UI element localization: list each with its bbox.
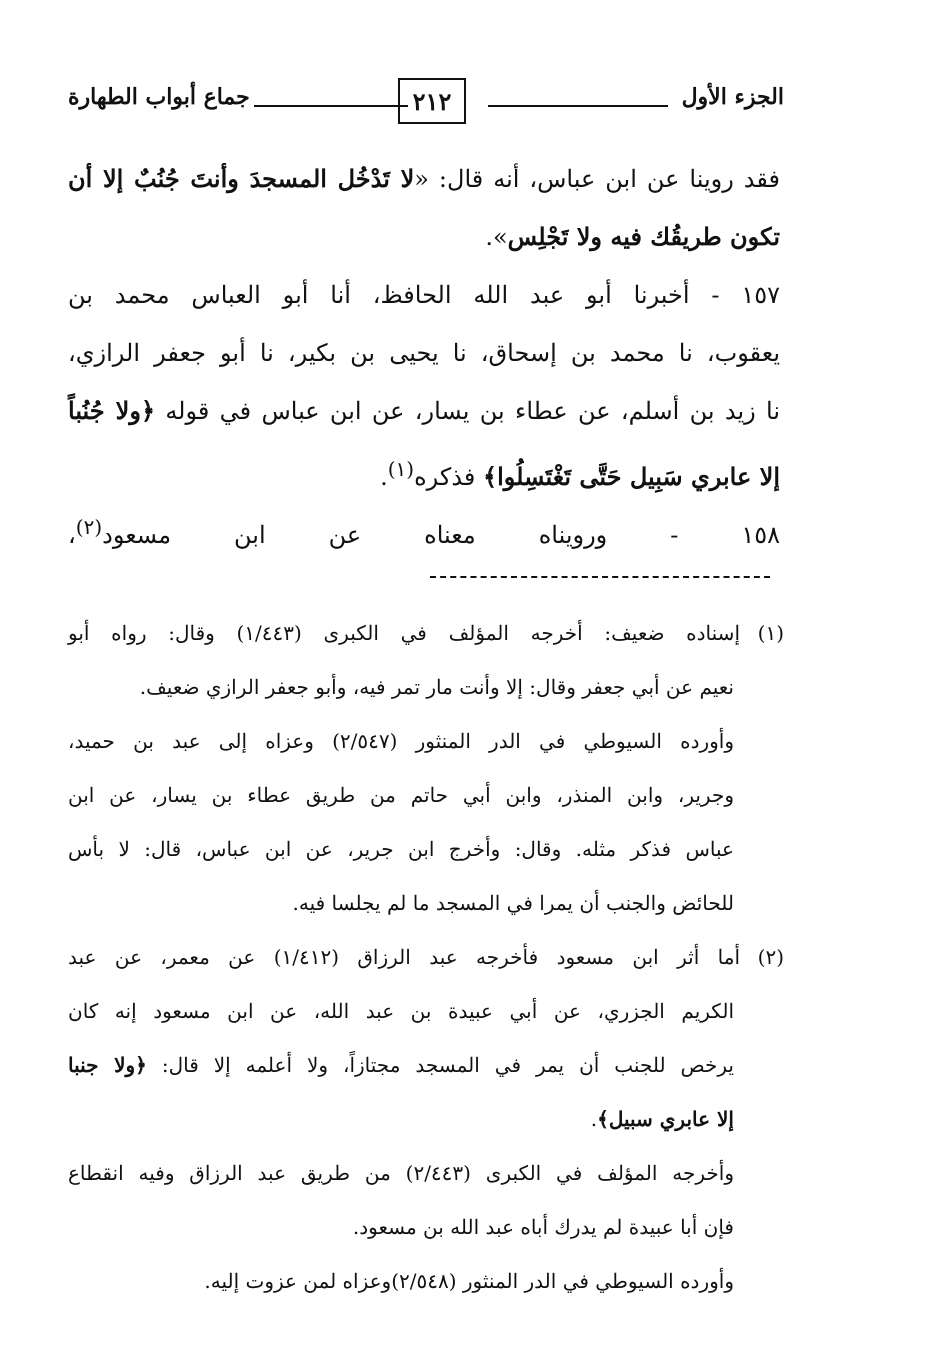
text-run: أما أثر ابن مسعود فأخرجه عبد الرزاق (١/٤١٢) عن معمر، عن عبد [68, 945, 741, 969]
text-run: إسناده ضعيف: أخرجه المؤلف في الكبرى (١/٤٤٣) وقال: رواه أبو [68, 621, 740, 645]
footnote-line [68, 930, 784, 984]
footnote-number: (٢) [757, 945, 785, 969]
emphasized-text: تكون طريقُك فيه ولا تَجْلِس [507, 222, 780, 251]
page-number-box: ٢١٢ [398, 78, 466, 124]
footnote-line [68, 822, 784, 876]
running-header [68, 78, 784, 128]
footnotes [68, 606, 784, 1308]
emphasized-text: لا تَدْخُل المسجدَ وأنتَ جُنُبٌ إلا أن [68, 164, 415, 193]
footnote-line [68, 1200, 784, 1254]
footnote-line [68, 714, 784, 768]
text-run: فذكره [414, 463, 484, 491]
volume-label: الجزء الأول [681, 84, 784, 110]
footnote-line [68, 606, 784, 660]
footnote-line [68, 660, 784, 714]
footnote-line [68, 1092, 784, 1146]
text-run: نعيم عن أبي جعفر وقال: إلا وأنت مار تمر فيه، وأبو جعفر الرازي ضعيف. [139, 675, 734, 699]
text-run: ، [68, 521, 76, 549]
header-rule-left [254, 105, 408, 107]
emphasized-text: ﴿ولا جُنُباً [68, 396, 156, 425]
footnote-separator [430, 576, 770, 578]
text-run: . [590, 1107, 598, 1131]
footnote-line [68, 1146, 784, 1200]
text-run: وأورده السيوطي في الدر المنثور (٢/٥٤٧) وعزاه إلى عبد بن حميد، [68, 729, 735, 753]
text-line [68, 440, 780, 498]
text-line [68, 324, 780, 382]
text-run: للحائض والجنب أن يمرا في المسجد ما لم يجلسا فيه. [292, 891, 734, 915]
text-line [68, 382, 780, 440]
text-run: فإن أبا عبيدة لم يدرك أباه عبد الله بن مسعود. [352, 1215, 734, 1239]
footnote-marker: (١) [387, 457, 415, 481]
footnote-line [68, 1254, 784, 1308]
text-run: ١٥٧ - أخبرنا أبو عبد الله الحافظ، أنا أبو العباس محمد بن [68, 281, 780, 309]
emphasized-text: إلا عابري سَبِيل حَتَّى تَغْتَسِلُوا﴾ [483, 462, 780, 491]
footnote-line [68, 768, 784, 822]
header-rule-right [488, 105, 668, 107]
text-run: يعقوب، نا محمد بن إسحاق، نا يحيى بن بكير، نا أبو جعفر الرازي، [68, 339, 780, 367]
text-run: ». [485, 223, 508, 251]
text-run: وجرير، وابن المنذر، وابن أبي حاتم من طريق عطاء بن يسار، عن ابن [68, 783, 734, 807]
emphasized-text: إلا عابري سبيل﴾ [597, 1107, 734, 1131]
text-run: يرخص للجنب أن يمر في المسجد مجتازاً، ولا أعلمه إلا قال: [146, 1053, 734, 1077]
text-line [68, 150, 780, 208]
text-line [68, 208, 780, 266]
footnote-line [68, 876, 784, 930]
text-run: فقد روينا عن ابن عباس، أنه قال: « [414, 165, 780, 193]
text-line [68, 498, 780, 556]
text-run: . [380, 463, 388, 491]
chapter-title: جماع أبواب الطهارة [68, 84, 250, 110]
text-run: الكريم الجزري، عن أبي عبيدة بن عبد الله، عن ابن مسعود إنه كان [68, 999, 734, 1023]
text-run: وأورده السيوطي في الدر المنثور (٢/٥٤٨)وعزاه لمن عزوت إليه. [204, 1269, 734, 1293]
footnote-line [68, 1038, 784, 1092]
text-run: وأخرجه المؤلف في الكبرى (٢/٤٤٣) من طريق عبد الرزاق وفيه انقطاع [68, 1161, 734, 1185]
emphasized-text: ﴿ولا جنبا [68, 1053, 147, 1077]
text-run: عباس فذكر مثله. وقال: وأخرج ابن جرير، عن ابن عباس، قال: لا بأس [68, 837, 734, 861]
footnote-marker: (٢) [75, 515, 103, 539]
text-run: نا زيد بن أسلم، عن عطاء بن يسار، عن ابن عباس في قوله [155, 397, 781, 425]
footnote-line [68, 984, 784, 1038]
text-line [68, 266, 780, 324]
text-run: ١٥٨ - ورويناه معناه عن ابن مسعود [102, 521, 780, 549]
main-text [68, 150, 780, 556]
footnote-number: (١) [757, 621, 784, 645]
